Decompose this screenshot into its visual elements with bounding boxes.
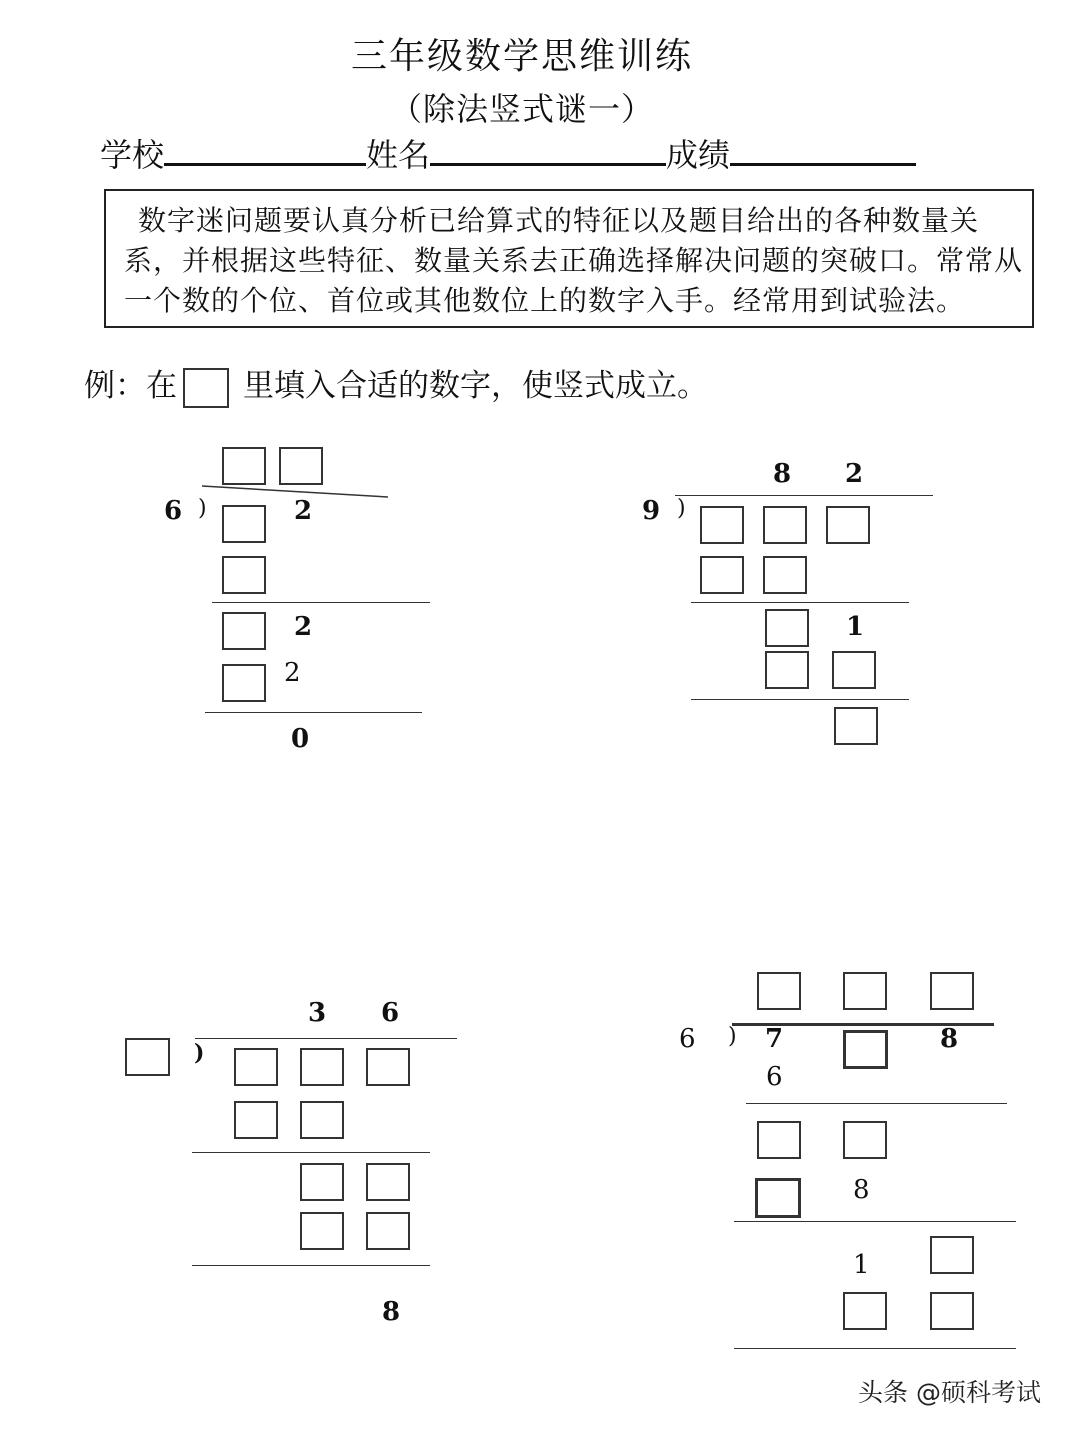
step-digit: 1 — [846, 612, 865, 642]
step-digit: 8 — [853, 1175, 870, 1205]
answer-box[interactable] — [222, 664, 266, 702]
answer-box[interactable] — [366, 1212, 410, 1250]
answer-box[interactable] — [234, 1101, 278, 1139]
school-field[interactable] — [164, 131, 366, 166]
answer-box[interactable] — [300, 1212, 344, 1250]
answer-box[interactable] — [300, 1101, 344, 1139]
division-paren: ) — [198, 496, 207, 521]
name-label: 姓名 — [366, 136, 431, 174]
answer-box[interactable] — [366, 1048, 410, 1086]
subtraction-line — [691, 699, 909, 700]
answer-box[interactable] — [765, 609, 809, 647]
answer-box[interactable] — [834, 707, 878, 745]
intro-text: 数字迷问题要认真分析已给算式的特征以及题目给出的各种数量关系，并根据这些特征、数量关系去正确选择解决问题的突破口。常常从一个数的个位、首位或其他数位上的数字入手。经常用到试验法。 — [124, 204, 1024, 317]
example-suffix: 里填入合适的数字，使竖式成立。 — [243, 368, 708, 404]
answer-box[interactable] — [700, 556, 744, 594]
division-paren: ) — [194, 1040, 205, 1066]
quotient-digit: 6 — [381, 998, 400, 1028]
answer-box[interactable] — [930, 1236, 974, 1274]
intro-box — [104, 189, 1034, 328]
answer-box[interactable] — [222, 505, 266, 543]
score-field[interactable] — [730, 131, 916, 166]
sample-box-icon — [183, 368, 229, 408]
answer-box[interactable] — [755, 1178, 801, 1218]
example-instruction — [84, 360, 708, 408]
answer-box[interactable] — [843, 1292, 887, 1330]
answer-box[interactable] — [366, 1163, 410, 1201]
quotient-digit: 2 — [845, 459, 864, 489]
dividend-digit: 2 — [294, 496, 313, 526]
answer-box[interactable] — [843, 1121, 887, 1159]
divisor: 6 — [679, 1024, 696, 1054]
divisor: 9 — [642, 496, 661, 526]
answer-box[interactable] — [234, 1048, 278, 1086]
name-field[interactable] — [430, 131, 666, 166]
subtraction-line — [212, 602, 430, 603]
divisor-box[interactable] — [125, 1038, 170, 1076]
step-digit: 6 — [766, 1062, 783, 1092]
answer-box[interactable] — [757, 972, 801, 1010]
remainder: 8 — [382, 1297, 401, 1327]
remainder: 0 — [291, 724, 310, 754]
answer-box[interactable] — [826, 506, 870, 544]
subtraction-line — [205, 712, 422, 713]
answer-box[interactable] — [930, 972, 974, 1010]
subtraction-line — [734, 1221, 1016, 1222]
step-digit: 2 — [294, 612, 313, 642]
division-paren: ) — [677, 496, 686, 521]
dividend-digit: 7 — [765, 1024, 784, 1054]
quotient-digit: 3 — [308, 998, 327, 1028]
step-digit: 2 — [284, 658, 301, 688]
watermark: 头条 @硕科考试 — [858, 1378, 1041, 1407]
info-fields — [100, 130, 916, 176]
answer-box[interactable] — [930, 1292, 974, 1330]
answer-box[interactable] — [222, 612, 266, 650]
divisor: 6 — [164, 496, 183, 526]
answer-box[interactable] — [757, 1121, 801, 1159]
page-subtitle: （除法竖式谜一） — [389, 90, 654, 128]
answer-box[interactable] — [300, 1163, 344, 1201]
answer-box[interactable] — [765, 651, 809, 689]
answer-box[interactable] — [763, 506, 807, 544]
answer-box[interactable] — [843, 1030, 888, 1069]
subtraction-line — [734, 1348, 1016, 1349]
answer-box[interactable] — [700, 506, 744, 544]
quotient-digit: 8 — [773, 459, 792, 489]
page-title: 三年级数学思维训练 — [350, 36, 693, 77]
score-label: 成绩 — [666, 136, 731, 174]
subtraction-line — [192, 1152, 430, 1153]
answer-box[interactable] — [300, 1048, 344, 1086]
subtraction-line — [192, 1265, 430, 1266]
answer-box[interactable] — [832, 651, 876, 689]
subtraction-line — [691, 602, 909, 603]
example-prefix: 例：在 — [84, 368, 177, 404]
subtraction-line — [746, 1103, 1007, 1104]
answer-box[interactable] — [843, 972, 887, 1010]
division-bar — [675, 495, 933, 496]
division-paren: ) — [728, 1024, 737, 1049]
school-label: 学校 — [100, 136, 165, 174]
answer-box[interactable] — [222, 556, 266, 594]
answer-box[interactable] — [763, 556, 807, 594]
answer-box[interactable] — [279, 447, 323, 485]
step-digit: 1 — [853, 1250, 870, 1280]
answer-box[interactable] — [222, 447, 266, 485]
dividend-digit: 8 — [940, 1024, 959, 1054]
division-bar — [195, 1038, 457, 1039]
